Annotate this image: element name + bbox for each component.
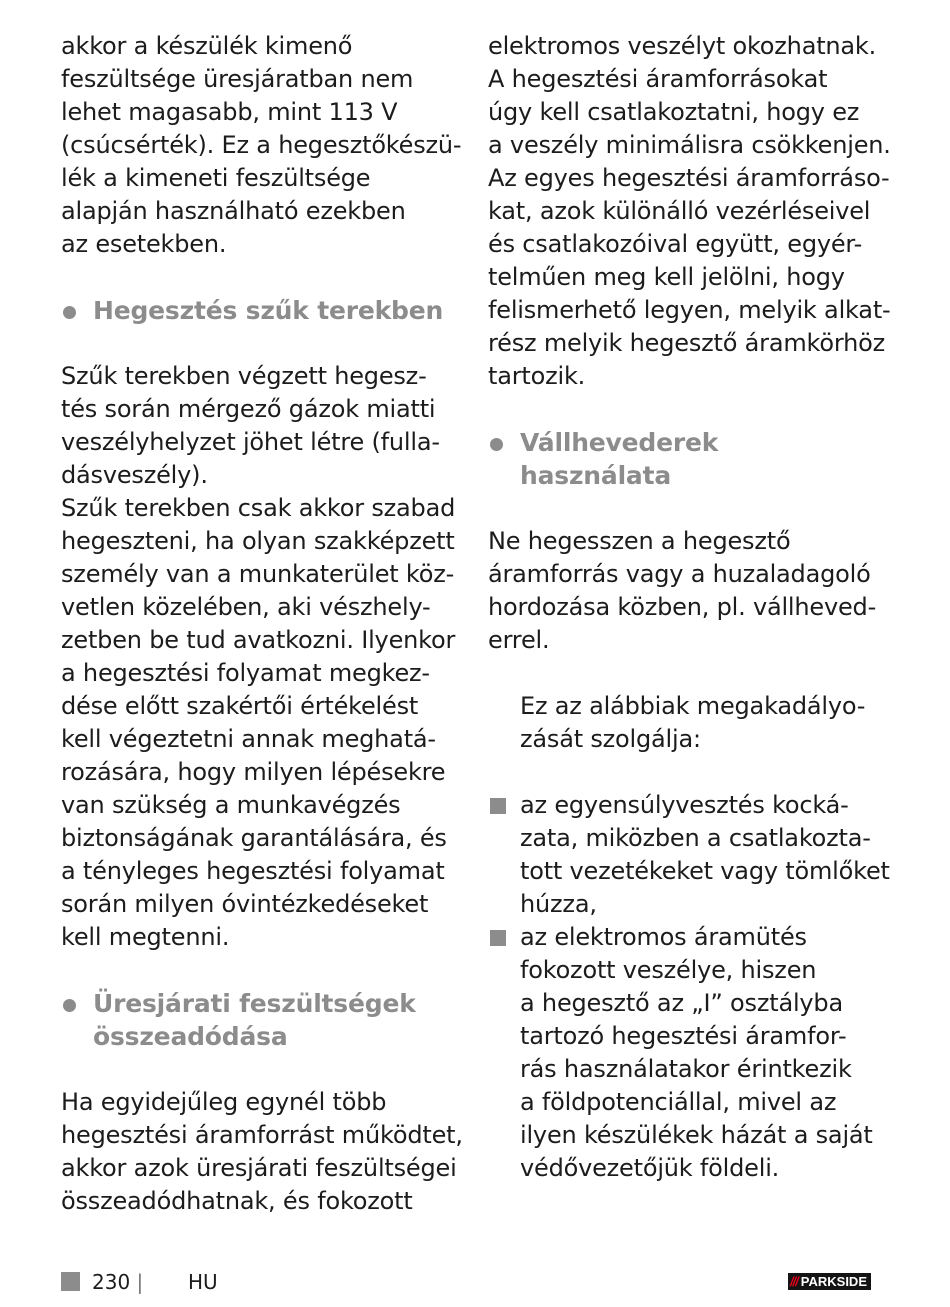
square-bullet-icon: [490, 930, 506, 946]
text-line: összeadódhatnak, és fokozott: [61, 1187, 413, 1215]
text-line: Ne hegesszen a hegesztő: [488, 527, 791, 555]
shoulder-strap-paragraph: [488, 525, 893, 657]
text-line: Az egyes hegesztési áramforráso-: [488, 164, 890, 192]
text-line: lék a kimeneti feszültsége: [61, 164, 371, 192]
text-line: úgy kell csatlakoztatni, hogy ez: [488, 98, 860, 126]
page-number: 230 |: [92, 1270, 144, 1294]
text-line: személy van a munkaterület köz-: [61, 560, 455, 588]
logo-text: PARKSIDE: [800, 1274, 867, 1289]
language-code: HU: [188, 1270, 218, 1294]
text-line: kell megtenni.: [61, 923, 230, 951]
text-line: elektromos veszélyt okozhatnak.: [488, 32, 877, 60]
text-line: alapján használható ezekben: [61, 197, 406, 225]
text-line: a földpotenciállal, mivel az: [520, 1088, 837, 1116]
text-line: rozására, hogy milyen lépésekre: [61, 758, 446, 786]
text-line: Szűk terekben végzett hegesz-: [61, 362, 427, 390]
text-line: Vállhevederek: [520, 428, 719, 457]
purpose-paragraph: [488, 690, 893, 756]
bullet-item-balance: [488, 789, 893, 921]
text-line: áramforrás vagy a huzaladagoló: [488, 560, 871, 588]
text-line: Hegesztés szűk terekben: [93, 296, 444, 325]
square-bullet-icon: [490, 798, 506, 814]
text-line: Szűk terekben csak akkor szabad: [61, 494, 456, 522]
text-line: használata: [520, 461, 672, 490]
parkside-logo: [788, 1273, 871, 1290]
bullet-dot-icon: [490, 438, 503, 451]
text-line: zetben be tud avatkozni. Ilyenkor: [61, 626, 456, 654]
text-line: (csúcsérték). Ez a hegesztőkészü-: [61, 131, 462, 159]
text-line: vetlen közelében, aki vészhely-: [61, 593, 431, 621]
text-line: telműen meg kell jelölni, hogy: [488, 263, 845, 291]
text-line: errel.: [488, 626, 550, 654]
text-line: hordozása közben, pl. vállheved-: [488, 593, 877, 621]
section-heading-open-circuit-voltages: [61, 987, 461, 1053]
text-line: az egyensúlyvesztés kocká-: [520, 791, 849, 819]
text-line: Ha egyidejűleg egynél több: [61, 1088, 387, 1116]
text-line: zata, miközben a csatlakozta-: [520, 824, 871, 852]
text-line: rás használatakor érintkezik: [520, 1055, 852, 1083]
text-line: az elektromos áramütés: [520, 923, 807, 951]
text-line: felismerhető legyen, melyik alkat-: [488, 296, 891, 324]
text-line: a hegesztési folyamat megkez-: [61, 659, 430, 687]
text-line: hegeszteni, ha olyan szakképzett: [61, 527, 455, 555]
text-line: Üresjárati feszültségek: [93, 989, 416, 1018]
text-line: során milyen óvintézkedéseket: [61, 890, 429, 918]
bullet-dot-icon: [63, 306, 76, 319]
text-line: akkor a készülék kimenő: [61, 32, 353, 60]
text-line: tartozó hegesztési áramfor-: [520, 1022, 847, 1050]
text-line: rész melyik hegesztő áramkörhöz: [488, 329, 885, 357]
text-line: az esetekben.: [61, 230, 227, 258]
text-line: Ez az alábbiak megakadályo-: [520, 692, 866, 720]
text-line: van szükség a munkavégzés: [61, 791, 401, 819]
text-line: és csatlakozóival együtt, egyér-: [488, 230, 863, 258]
footer-square-icon: [61, 1272, 80, 1291]
right-column: [488, 30, 893, 1185]
text-line: veszélyhelyzet jöhet létre (fulla-: [61, 428, 440, 456]
intro-paragraph: [61, 30, 461, 261]
text-line: a hegesztő az „I” osztályba: [520, 989, 843, 1017]
text-line: dése előtt szakértői értékelést: [61, 692, 419, 720]
page-footer: [61, 1268, 871, 1298]
bullet-item-electric-shock: [488, 921, 893, 1185]
text-line: ilyen készülékek házát a saját: [520, 1121, 873, 1149]
logo-stripes-icon: ///: [789, 1274, 798, 1289]
text-line: a tényleges hegesztési folyamat: [61, 857, 445, 885]
text-line: fokozott veszélye, hiszen: [520, 956, 817, 984]
text-line: a veszély minimálisra csökkenjen.: [488, 131, 891, 159]
text-line: lehet magasabb, mint 113 V: [61, 98, 398, 126]
text-line: tés során mérgező gázok miatti: [61, 395, 436, 423]
left-column: [61, 30, 461, 1218]
bullet-dot-icon: [63, 999, 76, 1012]
text-line: akkor azok üresjárati feszültségei: [61, 1154, 457, 1182]
section-heading-confined-spaces: [61, 294, 461, 327]
continuation-paragraph: [488, 30, 893, 393]
text-line: kat, azok különálló vezérléseivel: [488, 197, 871, 225]
confined-spaces-paragraph: [61, 360, 461, 954]
text-line: biztonságának garantálására, és: [61, 824, 447, 852]
text-line: védővezetőjük földeli.: [520, 1154, 780, 1182]
text-line: tott vezetékeket vagy tömlőket: [520, 857, 890, 885]
text-line: húzza,: [520, 890, 597, 918]
text-line: zását szolgálja:: [520, 725, 701, 753]
text-line: dásveszély).: [61, 461, 208, 489]
text-line: összeadódása: [93, 1022, 288, 1051]
section-heading-shoulder-straps: [488, 426, 893, 492]
text-line: tartozik.: [488, 362, 586, 390]
text-line: A hegesztési áramforrásokat: [488, 65, 828, 93]
text-line: kell végeztetni annak meghatá-: [61, 725, 436, 753]
text-line: hegesztési áramforrást működtet,: [61, 1121, 463, 1149]
open-circuit-paragraph: [61, 1086, 461, 1218]
text-line: feszültsége üresjáratban nem: [61, 65, 414, 93]
